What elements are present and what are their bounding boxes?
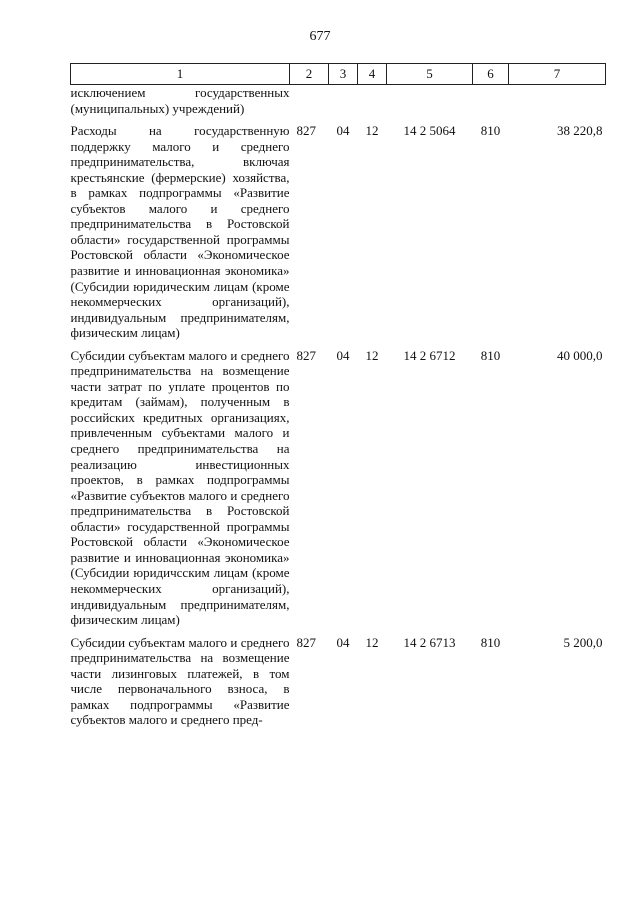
row-code: 827 [296, 123, 316, 139]
row-subsection: 12 [365, 634, 379, 650]
row-amount: 38 220,8 [557, 123, 603, 139]
row-subsection: 12 [365, 347, 379, 363]
row-target: 14 2 6713 [403, 634, 456, 650]
table-row [71, 341, 606, 628]
row-target: 14 2 5064 [403, 123, 456, 139]
row-target: 14 2 6712 [403, 347, 456, 363]
row-description: Субсидии субъектам малого и среднего предпринимательства на возмещение части лизинговых платежей, в том числе первоначального взноса, в рамках подпрограммы «Развитие субъектов малого и среднего пред- [70, 634, 290, 728]
table-row [71, 116, 606, 341]
row-expense-type: 810 [480, 123, 501, 139]
row-description: исключением государственных (муниципальных) учреждений) [70, 85, 290, 116]
budget-table [70, 63, 606, 728]
row-expense-type: 810 [480, 634, 501, 650]
table-row [71, 628, 606, 728]
row-code: 827 [296, 634, 316, 650]
row-description: Субсидии субъектам малого и среднего предпринимательства на возмещение части затрат по уплате процентов по кредитам (займам), полученным в российских кредитных организациях, привлеченным субъектами малого и среднего предпринимательства на реализацию инвестиционных проектов, в рамках подпрограммы «Развитие субъектов малого и среднего предпринимательства в Ростовской области» государственной программы Ростовской области «Экономическое развитие и инновационная экономика» (Субсидии юридичсским лицам (кроме некоммерческих организаций), индивидуальным предпринимателям, физическим лицам) [70, 347, 290, 628]
row-subsection: 12 [365, 123, 379, 139]
header-col-7: 7 [509, 64, 606, 85]
header-col-2: 2 [290, 64, 329, 85]
header-col-4: 4 [358, 64, 387, 85]
row-amount: 5 200,0 [563, 634, 603, 650]
header-col-3: 3 [329, 64, 358, 85]
table-row-continuation [71, 85, 606, 117]
row-code: 827 [296, 347, 316, 363]
page-number: 677 [309, 29, 331, 44]
row-amount: 40 000,0 [557, 347, 603, 363]
row-expense-type: 810 [480, 347, 501, 363]
row-section: 04 [336, 634, 350, 650]
table-header-row [71, 64, 606, 85]
header-col-1: 1 [71, 64, 290, 85]
row-section: 04 [336, 123, 350, 139]
header-col-5: 5 [387, 64, 473, 85]
header-col-6: 6 [473, 64, 509, 85]
row-section: 04 [336, 347, 350, 363]
row-description: Расходы на государственную поддержку малого и среднего предпринимательства, включая крестьянские (фермерские) хозяйства, в рамках подпрограммы «Развитие субъектов малого и среднего предпринимательства в Ростовской области» государственной программы Ростовской области «Экономическое развитие и инновационная экономика» (Субсидии юридическим лицам (кроме некоммерческих организаций), индивидуальным предпринимателям, физическим лицам) [70, 123, 290, 341]
